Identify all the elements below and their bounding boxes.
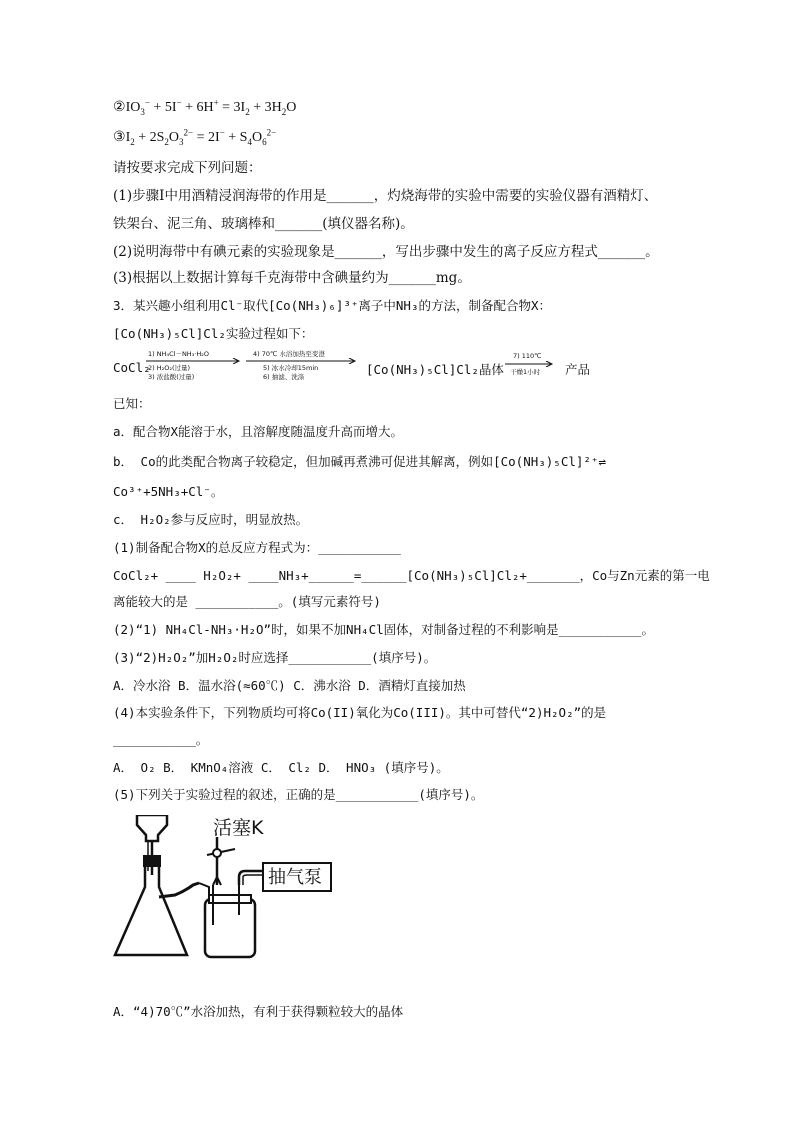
eq-sub: 2 bbox=[164, 136, 169, 147]
flow-step-1: 1) NH₄Cl－NH₃·H₂O bbox=[148, 350, 209, 358]
flow-intermediate: [Co(NH₃)₅Cl]Cl₂晶体 bbox=[366, 362, 504, 377]
flow-step-7: 7) 110℃ bbox=[513, 352, 542, 360]
process-flow bbox=[113, 350, 613, 386]
subquestion-1-line-2: 离能较大的是 ___________。(填写元素符号) bbox=[113, 594, 381, 609]
known-b-line-2: Co³⁺+5NH₃+Cl⁻。 bbox=[113, 484, 224, 499]
flow-end: 产品 bbox=[565, 362, 591, 377]
eq-sub: 2 bbox=[245, 106, 250, 117]
eq-term: + 5I bbox=[149, 100, 177, 115]
eq-sub: 2 bbox=[281, 106, 287, 117]
flow-start: CoCl₂ bbox=[113, 360, 151, 375]
known-heading: 已知： bbox=[113, 396, 151, 411]
eq-term: + 3H bbox=[249, 100, 282, 115]
problem-3-line-2: [Co(NH₃)₅Cl]Cl₂实验过程如下： bbox=[113, 326, 314, 341]
eq-term: O bbox=[251, 130, 263, 145]
eq-term: O bbox=[168, 130, 180, 145]
known-b-line-1: b． Co的此类配合物离子较稳定，但加碱再煮沸可促进其解离，例如[Co(NH₃)₅Cl]²⁺⇌ bbox=[113, 454, 606, 469]
subquestion-4-line-2: ___________。 bbox=[113, 732, 209, 747]
eq-term: = 2I bbox=[193, 130, 220, 145]
flow-arrow-3 bbox=[505, 361, 555, 367]
eq-term: O bbox=[286, 100, 297, 115]
option-a: A．“4)70℃”水浴加热，有利于获得颗粒较大的晶体 bbox=[113, 1004, 404, 1019]
subquestion-1: (1)制备配合物X的总反应方程式为：___________ bbox=[113, 540, 401, 555]
question-1-line-1: (1)步骤Ⅰ中用酒精浸润海带的作用是_______，灼烧海带的实验中需要的实验仪器有酒精灯、 bbox=[113, 188, 658, 204]
eq-sup: − bbox=[219, 127, 225, 138]
eq-sup: 2− bbox=[266, 127, 277, 138]
subquestion-2: (2)“1) NH₄Cl-NH₃·H₂O”时，如果不加NH₄Cl固体，对制备过程的不利影响是___________。 bbox=[113, 622, 654, 637]
question-2: (2)说明海带中有碘元素的实验现象是_______，写出步骤中发生的离子反应方程式_______。 bbox=[113, 244, 659, 260]
flow-step-3: 3) 浓盐酸(过量) bbox=[148, 373, 195, 381]
equation-number: ② bbox=[113, 100, 126, 115]
subquestion-1-equation: CoCl₂+ ____ H₂O₂+ ____NH₃+______=______[Co(NH₃)₅Cl]Cl₂+_______，Co与Zn元素的第一电 bbox=[113, 568, 710, 583]
equation-2 bbox=[113, 98, 296, 118]
flow-step-7b: 干燥1小时 bbox=[510, 368, 541, 376]
known-c: c． H₂O₂参与反应时，明显放热。 bbox=[113, 512, 309, 527]
subquestion-3: (3)“2)H₂O₂”加H₂O₂时应选择___________(填序号)。 bbox=[113, 650, 437, 665]
question-3: (3)根据以上数据计算每千克海带中含碘量约为_______mg。 bbox=[113, 270, 471, 286]
eq-sup: − bbox=[144, 97, 150, 108]
eq-sub: 2 bbox=[130, 136, 135, 147]
eq-sup: − bbox=[176, 97, 182, 108]
eq-term: = 3I bbox=[218, 100, 246, 115]
flow-step-6: 6) 抽滤、洗涤 bbox=[263, 373, 305, 381]
flow-step-5: 5) 冰水冷却15min bbox=[263, 364, 319, 372]
suction-filtration-apparatus bbox=[113, 815, 353, 965]
eq-term: + 2S bbox=[134, 130, 165, 145]
eq-sub: 4 bbox=[247, 136, 252, 147]
eq-sub: 3 bbox=[179, 136, 184, 147]
question-1-line-2: 铁架台、泥三角、玻璃棒和_______(填仪器名称)。 bbox=[113, 216, 414, 232]
eq-sup: 2− bbox=[183, 127, 194, 138]
instructions: 请按要求完成下列问题： bbox=[113, 160, 262, 176]
subquestion-5: (5)下列关于实验过程的叙述，正确的是___________(填序号)。 bbox=[113, 787, 484, 802]
known-a: a．配合物X能溶于水，且溶解度随温度升高而增大。 bbox=[113, 424, 404, 439]
eq-term: + 6H bbox=[181, 100, 214, 115]
eq-term: IO bbox=[125, 100, 141, 115]
subquestion-4-options: A． O₂ B． KMnO₄溶液 C． Cl₂ D． HNO₃ (填序号)。 bbox=[113, 760, 449, 775]
problem-3-line-1: 3．某兴趣小组利用Cl⁻取代[Co(NH₃)₆]³⁺离子中NH₃的方法，制备配合物X： bbox=[113, 298, 552, 313]
eq-sub: 3 bbox=[140, 106, 145, 117]
eq-sup: + bbox=[213, 97, 219, 108]
flow-step-4: 4) 70℃ 水浴加热至变澄 bbox=[253, 350, 325, 358]
eq-sub: 6 bbox=[262, 136, 267, 147]
pump-label: 抽气泵 bbox=[268, 867, 322, 888]
eq-term: I bbox=[125, 130, 131, 145]
flow-step-2: 2) H₂O₂(过量) bbox=[148, 364, 191, 372]
eq-term: + S bbox=[224, 130, 248, 145]
subquestion-4-line-1: (4)本实验条件下，下列物质均可将Co(II)氧化为Co(III)。其中可替代“2)H₂O₂”的是 bbox=[113, 705, 607, 720]
equation-3 bbox=[113, 128, 276, 148]
equation-number: ③ bbox=[113, 130, 126, 145]
subquestion-3-options: A．冷水浴 B．温水浴(≈60℃) C．沸水浴 D．酒精灯直接加热 bbox=[113, 678, 466, 693]
valve-label: 活塞K bbox=[213, 817, 264, 839]
